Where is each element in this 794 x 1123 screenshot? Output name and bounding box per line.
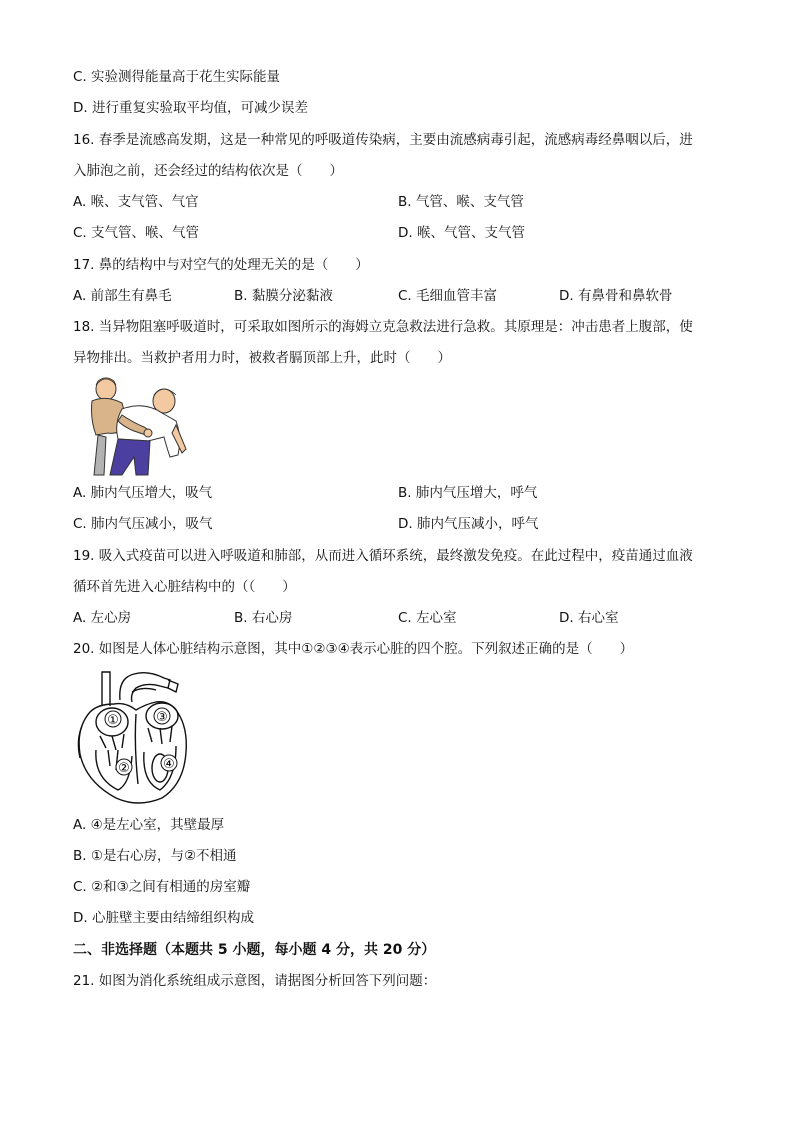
q18-stem-line2: 异物排出。当救护者用力时，被救者膈顶部上升，此时（ ） (73, 350, 451, 366)
q16-option-b: B. 气管、喉、支气管 (398, 194, 524, 210)
chamber-label-2: ② (118, 761, 130, 776)
q17-option-b: B. 黏膜分泌黏液 (234, 288, 333, 304)
q18-stem-line1: 18. 当异物阻塞呼吸道时，可采取如图所示的海姆立克急救法进行急救。其原理是：冲击患者上腹部，使 (73, 319, 693, 335)
q19-stem-line1: 19. 吸入式疫苗可以进入呼吸道和肺部，从而进入循环系统，最终激发免疫。在此过程中，疫苗通过血液 (73, 548, 693, 564)
heimlich-maneuver-illustration (78, 375, 194, 477)
q16-option-a: A. 喉、支气管、气官 (73, 194, 199, 210)
q17-option-c: C. 毛细血管丰富 (398, 288, 498, 304)
q15-option-d: D. 进行重复实验取平均值，可减少误差 (73, 100, 308, 116)
q20-option-a: A. ④是左心室，其壁最厚 (73, 817, 225, 833)
q19-option-a: A. 左心房 (73, 610, 132, 626)
q18-option-d: D. 肺内气压减小，呼气 (398, 516, 539, 532)
q19-option-c: C. 左心室 (398, 610, 457, 626)
section-heading: 二、非选择题（本题共 5 小题，每小题 4 分，共 20 分） (73, 942, 436, 958)
q18-option-c: C. 肺内气压减小，吸气 (73, 516, 213, 532)
q18-option-b: B. 肺内气压增大，呼气 (398, 485, 538, 501)
q16-stem-line1: 16. 春季是流感高发期，这是一种常见的呼吸道传染病，主要由流感病毒引起，流感病毒经鼻咽以后，进 (73, 132, 693, 148)
q20-option-b: B. ①是右心房，与②不相通 (73, 848, 237, 864)
q17-option-a: A. 前部生有鼻毛 (73, 288, 172, 304)
q20-option-c: C. ②和③之间有相通的房室瓣 (73, 879, 251, 895)
q16-stem-line2: 入肺泡之前，还会经过的结构依次是（ ） (73, 163, 343, 179)
q20-option-d: D. 心脏壁主要由结缔组织构成 (73, 910, 254, 926)
q21-stem: 21. 如图为消化系统组成示意图，请据图分析回答下列问题： (73, 973, 437, 989)
q19-option-b: B. 右心房 (234, 610, 293, 626)
q15-option-c: C. 实验测得能量高于花生实际能量 (73, 69, 281, 85)
chamber-label-1: ① (107, 713, 119, 728)
chamber-label-4: ④ (163, 757, 175, 772)
chamber-label-3: ③ (156, 710, 168, 725)
heart-structure-diagram (72, 666, 192, 808)
q16-option-d: D. 喉、气管、支气管 (398, 225, 525, 241)
q18-option-a: A. 肺内气压增大，吸气 (73, 485, 213, 501)
q16-option-c: C. 支气管、喉、气管 (73, 225, 200, 241)
q17-option-d: D. 有鼻骨和鼻软骨 (559, 288, 673, 304)
q20-stem: 20. 如图是人体心脏结构示意图，其中①②③④表示心脏的四个腔。下列叙述正确的是（ ） (73, 641, 634, 657)
q19-option-d: D. 右心室 (559, 610, 619, 626)
q19-stem-line2: 循环首先进入心脏结构中的（（ ） (73, 579, 296, 595)
q17-stem: 17. 鼻的结构中与对空气的处理无关的是（ ） (73, 257, 369, 273)
